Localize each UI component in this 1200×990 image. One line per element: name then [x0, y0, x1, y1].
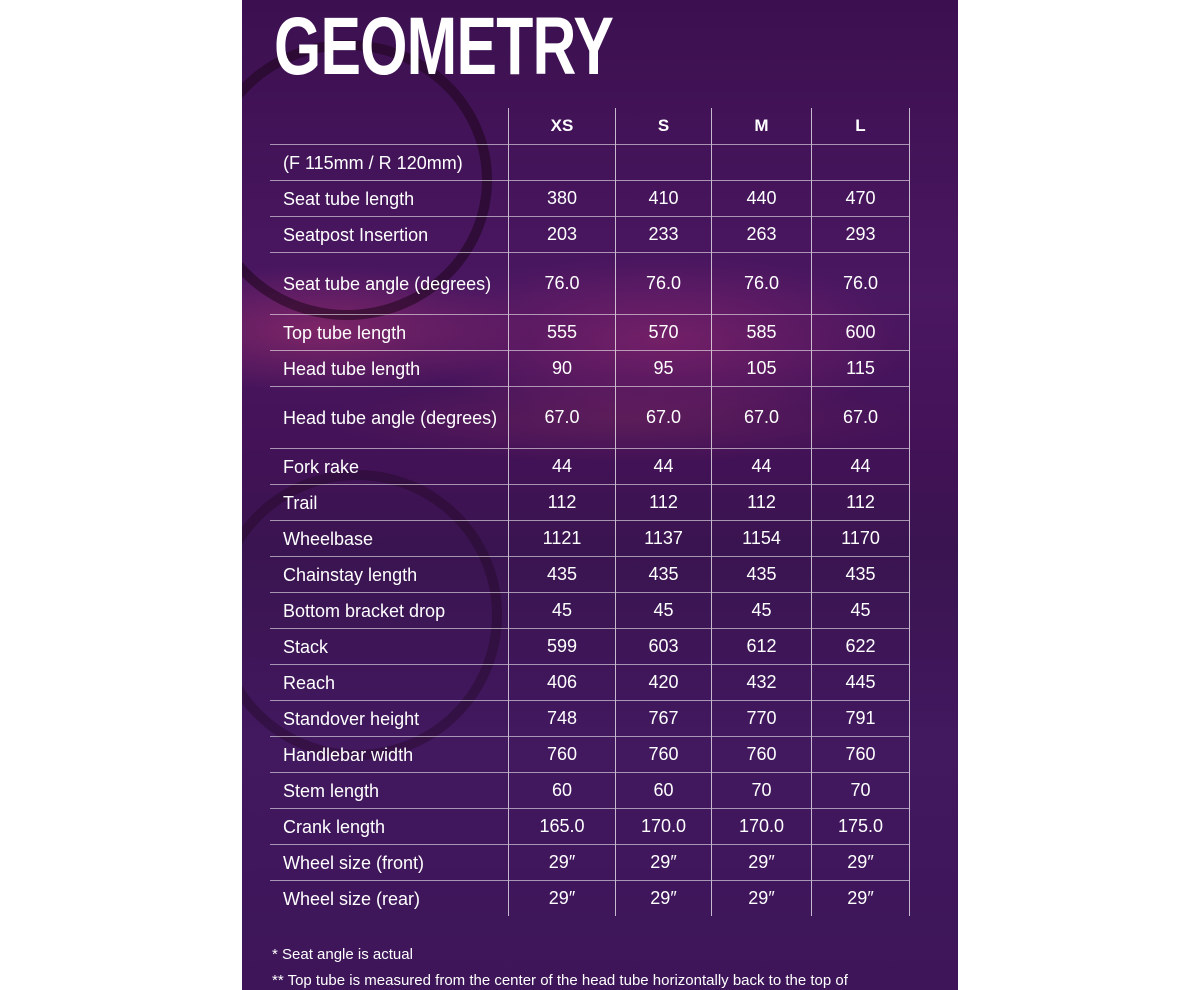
size-value-cell: 600: [812, 315, 910, 351]
size-value-cell: 420: [616, 665, 712, 701]
size-value-cell: 76.0: [812, 253, 910, 315]
size-value-cell: 67.0: [812, 387, 910, 449]
size-value-cell: 105: [712, 351, 812, 387]
size-value-cell: 45: [712, 593, 812, 629]
table-row: [270, 449, 910, 485]
table-row: [270, 809, 910, 845]
size-value-cell: 767: [616, 701, 712, 737]
row-label: Stem length: [270, 773, 509, 809]
row-label: (F 115mm / R 120mm): [270, 145, 509, 181]
table-row: [270, 737, 910, 773]
row-label: Bottom bracket drop: [270, 593, 509, 629]
size-value-cell: 760: [712, 737, 812, 773]
table-row: [270, 217, 910, 253]
table-row: [270, 701, 910, 737]
table-row: [270, 521, 910, 557]
size-value-cell: 570: [616, 315, 712, 351]
size-value-cell: 1121: [509, 521, 616, 557]
size-value-cell: 44: [616, 449, 712, 485]
size-value-cell: 760: [812, 737, 910, 773]
size-value-cell: 165.0: [509, 809, 616, 845]
geometry-table: [270, 108, 910, 916]
table-row: [270, 881, 910, 917]
row-label: Head tube length: [270, 351, 509, 387]
size-value-cell: 60: [509, 773, 616, 809]
size-value-cell: 293: [812, 217, 910, 253]
size-value-cell: 29″: [616, 881, 712, 917]
table-row: [270, 351, 910, 387]
size-value-cell: 115: [812, 351, 910, 387]
table-row: [270, 629, 910, 665]
size-value-cell: 90: [509, 351, 616, 387]
size-column-header: M: [712, 108, 812, 145]
size-value-cell: 233: [616, 217, 712, 253]
size-value-cell: 45: [812, 593, 910, 629]
size-value-cell: 76.0: [509, 253, 616, 315]
size-value-cell: 748: [509, 701, 616, 737]
size-value-cell: 112: [812, 485, 910, 521]
size-value-cell: 1137: [616, 521, 712, 557]
size-value-cell: [712, 145, 812, 181]
size-value-cell: 29″: [812, 881, 910, 917]
table-row: [270, 485, 910, 521]
size-value-cell: 440: [712, 181, 812, 217]
size-value-cell: 76.0: [712, 253, 812, 315]
size-value-cell: [509, 145, 616, 181]
size-value-cell: 112: [712, 485, 812, 521]
size-value-cell: 622: [812, 629, 910, 665]
footnotes: [272, 942, 848, 990]
size-value-cell: 380: [509, 181, 616, 217]
size-value-cell: 29″: [509, 881, 616, 917]
row-label: Stack: [270, 629, 509, 665]
row-label: Wheel size (rear): [270, 881, 509, 917]
size-value-cell: 410: [616, 181, 712, 217]
size-value-cell: 29″: [616, 845, 712, 881]
size-value-cell: 170.0: [712, 809, 812, 845]
size-value-cell: 60: [616, 773, 712, 809]
table-row: [270, 181, 910, 217]
size-value-cell: 76.0: [616, 253, 712, 315]
size-value-cell: 470: [812, 181, 910, 217]
size-value-cell: 45: [616, 593, 712, 629]
size-value-cell: 603: [616, 629, 712, 665]
size-column-header: XS: [509, 108, 616, 145]
size-value-cell: 1170: [812, 521, 910, 557]
row-label: Standover height: [270, 701, 509, 737]
row-label: Seat tube angle (degrees): [270, 253, 509, 315]
table-row: [270, 773, 910, 809]
size-value-cell: 67.0: [616, 387, 712, 449]
size-value-cell: 112: [509, 485, 616, 521]
size-value-cell: 170.0: [616, 809, 712, 845]
table-row: [270, 145, 910, 181]
size-value-cell: 112: [616, 485, 712, 521]
footnote: * Seat angle is actual: [272, 946, 413, 963]
geometry-panel: [242, 0, 958, 990]
row-label: Crank length: [270, 809, 509, 845]
table-row: [270, 315, 910, 351]
label-column-header: [270, 108, 509, 145]
row-label: Trail: [270, 485, 509, 521]
table-row: [270, 387, 910, 449]
table-row: [270, 845, 910, 881]
row-label: Top tube length: [270, 315, 509, 351]
size-column-header: S: [616, 108, 712, 145]
size-value-cell: 175.0: [812, 809, 910, 845]
size-value-cell: 45: [509, 593, 616, 629]
size-value-cell: 585: [712, 315, 812, 351]
size-value-cell: 203: [509, 217, 616, 253]
row-label: Seat tube length: [270, 181, 509, 217]
size-value-cell: [812, 145, 910, 181]
table-row: [270, 253, 910, 315]
size-value-cell: 67.0: [509, 387, 616, 449]
size-value-cell: 29″: [712, 881, 812, 917]
size-value-cell: 70: [812, 773, 910, 809]
footnote: ** Top tube is measured from the center of the head tube horizontally back to the top of: [272, 972, 848, 989]
row-label: Seatpost Insertion: [270, 217, 509, 253]
size-value-cell: 1154: [712, 521, 812, 557]
size-value-cell: 95: [616, 351, 712, 387]
row-label: Fork rake: [270, 449, 509, 485]
size-value-cell: 435: [712, 557, 812, 593]
row-label: Handlebar width: [270, 737, 509, 773]
table-header-row: [270, 108, 910, 145]
size-column-header: L: [812, 108, 910, 145]
size-value-cell: 555: [509, 315, 616, 351]
size-value-cell: 770: [712, 701, 812, 737]
row-label: Wheel size (front): [270, 845, 509, 881]
size-value-cell: 435: [812, 557, 910, 593]
size-value-cell: 599: [509, 629, 616, 665]
size-value-cell: 44: [712, 449, 812, 485]
size-value-cell: 612: [712, 629, 812, 665]
page-title: GEOMETRY: [274, 1, 614, 92]
size-value-cell: 445: [812, 665, 910, 701]
size-value-cell: 791: [812, 701, 910, 737]
size-value-cell: 44: [812, 449, 910, 485]
size-value-cell: 29″: [812, 845, 910, 881]
size-value-cell: 29″: [712, 845, 812, 881]
row-label: Head tube angle (degrees): [270, 387, 509, 449]
size-value-cell: 435: [616, 557, 712, 593]
size-value-cell: 760: [616, 737, 712, 773]
size-value-cell: 44: [509, 449, 616, 485]
size-value-cell: 263: [712, 217, 812, 253]
size-value-cell: 432: [712, 665, 812, 701]
size-value-cell: 760: [509, 737, 616, 773]
size-value-cell: 406: [509, 665, 616, 701]
size-value-cell: 70: [712, 773, 812, 809]
table-row: [270, 665, 910, 701]
row-label: Chainstay length: [270, 557, 509, 593]
row-label: Wheelbase: [270, 521, 509, 557]
size-value-cell: 435: [509, 557, 616, 593]
size-value-cell: 29″: [509, 845, 616, 881]
size-value-cell: [616, 145, 712, 181]
row-label: Reach: [270, 665, 509, 701]
table-row: [270, 557, 910, 593]
size-value-cell: 67.0: [712, 387, 812, 449]
table-row: [270, 593, 910, 629]
